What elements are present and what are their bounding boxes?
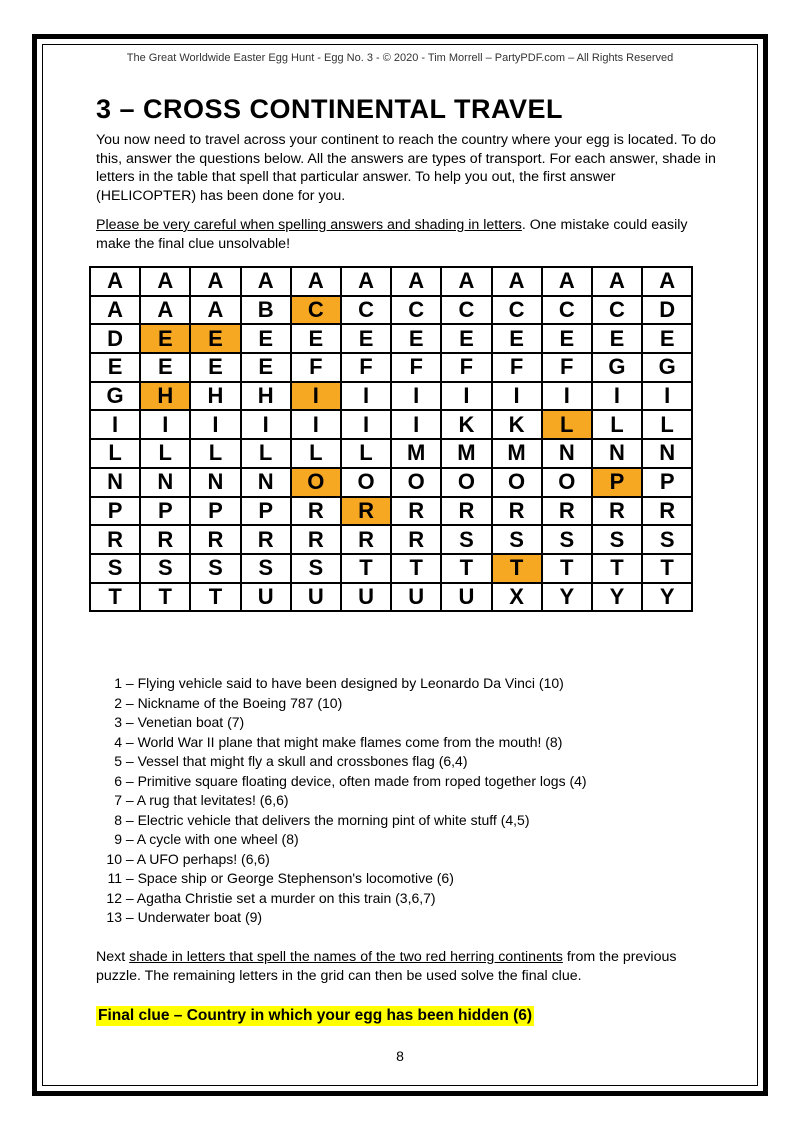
grid-cell[interactable]: R [90, 525, 140, 554]
clue-item [96, 713, 587, 733]
grid-cell[interactable]: O [441, 468, 491, 497]
grid-cell[interactable]: I [642, 382, 692, 411]
clue-number: 6 [114, 772, 122, 789]
grid-cell[interactable]: U [241, 583, 291, 612]
grid-cell[interactable]: N [90, 468, 140, 497]
clue-number: 8 [114, 811, 122, 828]
clue-number: 3 [114, 714, 122, 730]
clue-text: – A UFO perhaps! (6,6) [122, 850, 270, 867]
grid-cell[interactable]: I [542, 382, 592, 411]
clue-number: 2 [114, 694, 122, 711]
grid-cell[interactable]: E [542, 324, 592, 353]
grid-cell[interactable]: I [341, 382, 391, 411]
grid-cell[interactable]: F [542, 353, 592, 382]
clue-number: 9 [114, 831, 122, 847]
grid-cell[interactable]: Y [642, 583, 692, 612]
grid-cell[interactable]: C [291, 296, 341, 325]
grid-cell[interactable]: O [341, 468, 391, 497]
grid-cell[interactable]: P [241, 497, 291, 526]
grid-cell[interactable]: E [441, 324, 491, 353]
clue-text: – A rug that levitates! (6,6) [122, 792, 289, 808]
warning-rest-text: . One mistake could easily make the final clue unsolvable! [96, 217, 688, 252]
grid-row [90, 525, 692, 554]
grid-cell[interactable]: N [592, 439, 642, 468]
grid-cell[interactable]: T [492, 554, 542, 583]
grid-cell[interactable]: S [642, 525, 692, 554]
grid-cell[interactable]: E [90, 353, 140, 382]
grid-cell[interactable]: S [190, 554, 240, 583]
grid-cell[interactable]: U [391, 583, 441, 612]
grid-cell[interactable]: I [241, 410, 291, 439]
grid-cell[interactable]: I [441, 382, 491, 411]
grid-cell[interactable]: C [492, 296, 542, 325]
grid-cell[interactable]: D [642, 296, 692, 325]
warning-underlined-text: Please be very careful when spelling answers and shading in letters [96, 217, 522, 233]
grid-cell[interactable]: M [441, 439, 491, 468]
grid-cell[interactable]: U [291, 583, 341, 612]
grid-cell[interactable]: O [391, 468, 441, 497]
grid-cell[interactable]: C [441, 296, 491, 325]
clue-item [96, 694, 587, 714]
grid-cell[interactable]: E [642, 324, 692, 353]
grid-cell[interactable]: Y [542, 583, 592, 612]
clue-item [96, 889, 587, 909]
grid-cell[interactable]: I [90, 410, 140, 439]
grid-cell[interactable]: I [291, 382, 341, 411]
clue-item [96, 674, 587, 694]
grid-cell[interactable]: T [642, 554, 692, 583]
grid-cell[interactable]: I [592, 382, 642, 411]
grid-cell[interactable]: H [190, 382, 240, 411]
grid-cell[interactable]: L [341, 439, 391, 468]
grid-cell[interactable]: T [140, 583, 190, 612]
clue-item [96, 869, 587, 889]
grid-cell[interactable]: G [90, 382, 140, 411]
grid-cell[interactable]: A [90, 267, 140, 296]
grid-row [90, 468, 692, 497]
grid-cell[interactable]: P [592, 468, 642, 497]
clue-text: – Venetian boat (7) [122, 714, 245, 730]
grid-cell[interactable]: P [90, 497, 140, 526]
grid-cell[interactable]: R [341, 525, 391, 554]
clue-number: 4 [114, 733, 122, 750]
clue-number: 13 [106, 909, 122, 925]
final-clue: Final clue – Country in which your egg has been hidden (6) [98, 1007, 533, 1024]
grid-cell[interactable]: E [241, 353, 291, 382]
grid-row [90, 410, 692, 439]
grid-row [90, 439, 692, 468]
clue-text: – Nickname of the Boeing 787 (10) [122, 694, 343, 711]
grid-cell[interactable]: R [441, 497, 491, 526]
grid-cell[interactable]: A [241, 267, 291, 296]
grid-cell[interactable]: A [190, 267, 240, 296]
grid-cell[interactable]: A [291, 267, 341, 296]
grid-cell[interactable]: S [492, 525, 542, 554]
grid-cell[interactable]: E [291, 324, 341, 353]
clue-item [96, 830, 587, 850]
grid-cell[interactable]: E [241, 324, 291, 353]
grid-row [90, 324, 692, 353]
grid-cell[interactable]: L [90, 439, 140, 468]
grid-cell[interactable]: F [441, 353, 491, 382]
clue-item [96, 791, 587, 811]
grid-cell[interactable]: R [140, 525, 190, 554]
clue-number: 1 [114, 675, 122, 691]
grid-cell[interactable]: O [291, 468, 341, 497]
clue-number: 5 [114, 753, 122, 769]
grid-cell[interactable]: R [391, 525, 441, 554]
grid-cell[interactable]: I [391, 410, 441, 439]
grid-cell[interactable]: C [542, 296, 592, 325]
grid-cell[interactable]: R [241, 525, 291, 554]
grid-cell[interactable]: M [492, 439, 542, 468]
next-pre-text: Next [96, 949, 130, 965]
grid-cell[interactable]: T [391, 554, 441, 583]
grid-cell[interactable]: S [140, 554, 190, 583]
grid-cell[interactable]: I [492, 382, 542, 411]
grid-row [90, 382, 692, 411]
letter-grid [89, 266, 693, 612]
clue-number: 12 [106, 889, 122, 906]
clue-list [96, 674, 587, 928]
grid-cell[interactable]: A [391, 267, 441, 296]
clue-item [96, 752, 587, 772]
grid-cell[interactable]: E [341, 324, 391, 353]
grid-cell[interactable]: R [291, 525, 341, 554]
grid-cell[interactable]: F [492, 353, 542, 382]
clue-item [96, 733, 587, 753]
page-number: 8 [396, 1048, 404, 1064]
grid-cell[interactable]: T [190, 583, 240, 612]
grid-cell[interactable]: I [391, 382, 441, 411]
clue-item [96, 772, 587, 792]
grid-cell[interactable]: R [190, 525, 240, 554]
grid-cell[interactable]: I [140, 410, 190, 439]
grid-cell[interactable]: N [642, 439, 692, 468]
grid-cell[interactable]: T [441, 554, 491, 583]
grid-cell[interactable]: R [291, 497, 341, 526]
grid-cell[interactable]: A [642, 267, 692, 296]
grid-cell[interactable]: P [190, 497, 240, 526]
grid-cell[interactable]: P [140, 497, 190, 526]
grid-cell[interactable]: S [542, 525, 592, 554]
grid-cell[interactable]: U [441, 583, 491, 612]
grid-cell[interactable]: S [441, 525, 491, 554]
grid-cell[interactable]: F [291, 353, 341, 382]
grid-cell[interactable]: C [592, 296, 642, 325]
grid-cell[interactable]: Y [592, 583, 642, 612]
grid-cell[interactable]: E [140, 353, 190, 382]
warning-paragraph [96, 216, 716, 253]
next-underlined-text: shade in letters that spell the names of the two red herring continents [129, 949, 563, 965]
clue-text: – A cycle with one wheel (8) [122, 831, 299, 847]
grid-cell[interactable]: X [492, 583, 542, 612]
intro-paragraph: You now need to travel across your continent to reach the country where your egg is located. To do this, answer the questions below. All the answers are types of transport. For each answer, shade in letters in the table that spell that particular answer. To help you out, the first answer (HELICOPTER) has been done for you. [96, 132, 716, 204]
grid-cell[interactable]: R [642, 497, 692, 526]
grid-cell[interactable]: A [90, 296, 140, 325]
grid-cell[interactable]: A [140, 267, 190, 296]
grid-cell[interactable]: E [140, 324, 190, 353]
clue-item [96, 908, 587, 928]
grid-cell[interactable]: T [592, 554, 642, 583]
clue-number: 7 [114, 792, 122, 808]
clue-text: – Flying vehicle said to have been designed by Leonardo Da Vinci (10) [122, 675, 564, 691]
grid-cell[interactable]: K [492, 410, 542, 439]
grid-cell[interactable]: L [140, 439, 190, 468]
grid-cell[interactable]: L [642, 410, 692, 439]
clue-text: – Primitive square floating device, often made from roped together logs (4) [122, 772, 587, 789]
grid-cell[interactable]: R [492, 497, 542, 526]
grid-cell[interactable]: S [241, 554, 291, 583]
grid-cell[interactable]: O [492, 468, 542, 497]
clue-text: – Underwater boat (9) [122, 909, 263, 925]
grid-cell[interactable]: N [140, 468, 190, 497]
grid-cell[interactable]: A [542, 267, 592, 296]
page-title: 3 – CROSS CONTINENTAL TRAVEL [96, 94, 564, 124]
grid-cell[interactable]: N [542, 439, 592, 468]
grid-cell[interactable]: A [492, 267, 542, 296]
grid-cell[interactable]: F [391, 353, 441, 382]
grid-row [90, 296, 692, 325]
clue-text: – Space ship or George Stephenson's locomotive (6) [122, 870, 454, 886]
grid-cell[interactable]: A [190, 296, 240, 325]
grid-cell[interactable]: U [341, 583, 391, 612]
grid-cell[interactable]: I [291, 410, 341, 439]
grid-cell[interactable]: P [642, 468, 692, 497]
grid-cell[interactable]: L [542, 410, 592, 439]
grid-cell[interactable]: C [391, 296, 441, 325]
grid-cell[interactable]: N [190, 468, 240, 497]
grid-cell[interactable]: G [642, 353, 692, 382]
grid-cell[interactable]: C [341, 296, 391, 325]
grid-row [90, 267, 692, 296]
grid-cell[interactable]: A [592, 267, 642, 296]
grid-cell[interactable]: T [341, 554, 391, 583]
grid-cell[interactable]: T [90, 583, 140, 612]
grid-cell[interactable]: A [341, 267, 391, 296]
grid-cell[interactable]: B [241, 296, 291, 325]
grid-cell[interactable]: E [492, 324, 542, 353]
grid-cell[interactable]: S [90, 554, 140, 583]
clue-item [96, 850, 587, 870]
grid-cell[interactable]: A [441, 267, 491, 296]
grid-cell[interactable]: L [592, 410, 642, 439]
grid-cell[interactable]: R [542, 497, 592, 526]
grid-cell[interactable]: E [391, 324, 441, 353]
grid-row [90, 583, 692, 612]
grid-row [90, 497, 692, 526]
grid-cell[interactable]: L [291, 439, 341, 468]
grid-cell[interactable]: E [190, 324, 240, 353]
grid-cell[interactable]: R [341, 497, 391, 526]
grid-cell[interactable]: L [241, 439, 291, 468]
clue-number: 11 [107, 870, 122, 886]
clue-text: – World War II plane that might make flames come from the mouth! (8) [122, 733, 563, 750]
grid-cell[interactable]: O [542, 468, 592, 497]
grid-cell[interactable]: L [190, 439, 240, 468]
copyright-header: The Great Worldwide Easter Egg Hunt - Egg No. 3 - © 2020 - Tim Morrell – PartyPDF.com – All Rights Reserved [126, 52, 674, 64]
grid-cell[interactable]: N [241, 468, 291, 497]
grid-cell[interactable]: H [140, 382, 190, 411]
grid-cell[interactable]: R [592, 497, 642, 526]
grid-cell[interactable]: G [592, 353, 642, 382]
next-post-text: from the previous puzzle. The remaining letters in the grid can then be used solve the final clue. [96, 949, 677, 984]
grid-cell[interactable]: A [140, 296, 190, 325]
grid-cell[interactable]: K [441, 410, 491, 439]
clue-item [96, 811, 587, 831]
grid-cell[interactable]: S [291, 554, 341, 583]
clue-text: – Agatha Christie set a murder on this train (3,6,7) [122, 889, 436, 906]
grid-cell[interactable]: R [391, 497, 441, 526]
grid-cell[interactable]: D [90, 324, 140, 353]
grid-cell[interactable]: H [241, 382, 291, 411]
clue-number: 10 [106, 850, 122, 867]
grid-row [90, 353, 692, 382]
grid-cell[interactable]: M [391, 439, 441, 468]
grid-cell[interactable]: T [542, 554, 592, 583]
grid-cell[interactable]: F [341, 353, 391, 382]
grid-cell[interactable]: S [592, 525, 642, 554]
grid-cell[interactable]: E [592, 324, 642, 353]
next-paragraph [96, 948, 716, 985]
clue-text: – Vessel that might fly a skull and crossbones flag (6,4) [122, 753, 468, 769]
grid-cell[interactable]: E [190, 353, 240, 382]
grid-cell[interactable]: I [341, 410, 391, 439]
clue-text: – Electric vehicle that delivers the morning pint of white stuff (4,5) [122, 811, 530, 828]
grid-row [90, 554, 692, 583]
grid-cell[interactable]: I [190, 410, 240, 439]
